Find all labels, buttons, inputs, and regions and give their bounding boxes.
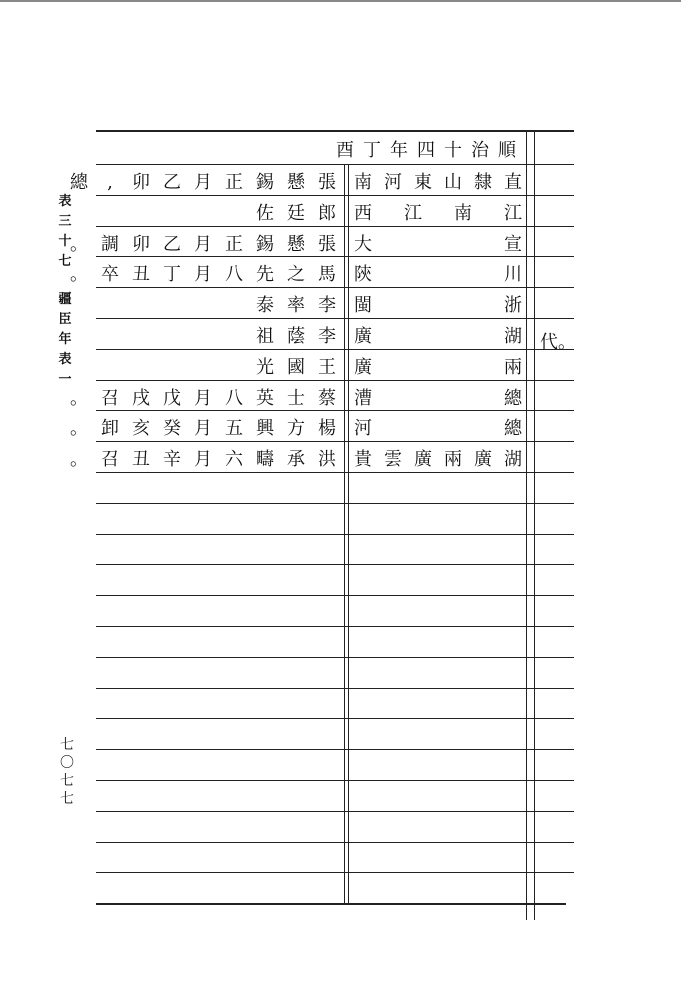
region-cell — [352, 291, 524, 321]
entry-char: 。 — [70, 234, 88, 255]
region-char: 兩 — [444, 449, 462, 470]
entry-char: 楊 — [318, 418, 336, 439]
region-char: 東 — [414, 172, 432, 193]
region-char: 閩 — [354, 295, 372, 316]
row-rule — [96, 780, 574, 781]
entry-char: 月 — [194, 172, 212, 193]
entry-char: 之 — [287, 264, 305, 285]
scan-top-edge — [0, 0, 681, 2]
region-char: 漕 — [354, 388, 372, 409]
entry-char: 國 — [287, 357, 305, 378]
entry-char: 李 — [318, 326, 336, 347]
entry-char: 興 — [256, 418, 274, 439]
entry-cell — [70, 445, 342, 475]
region-cell — [352, 414, 524, 444]
row-rule — [96, 626, 574, 627]
region-char: 湖 — [504, 449, 522, 470]
region-char: 山 — [444, 172, 462, 193]
entry-char: 丑 — [132, 449, 150, 470]
entry-char: 。 — [70, 388, 88, 409]
row-rule — [96, 657, 574, 658]
entry-char: 懸 — [287, 234, 305, 255]
entry-char: 佐 — [256, 203, 274, 224]
side-title-chars: 表 三 十 七 — [58, 194, 72, 269]
entry-char: 辛 — [163, 449, 181, 470]
row-rule — [96, 564, 574, 565]
entry-char: 召 — [101, 388, 119, 409]
region-char: 廣 — [354, 326, 372, 347]
entry-char: 丁 — [163, 264, 181, 285]
region-char: 陝 — [354, 264, 372, 285]
entry-cell — [100, 322, 342, 352]
entry-char: 懸 — [287, 172, 305, 193]
header-char: 四 — [417, 140, 435, 161]
entry-char: 總 — [70, 172, 88, 193]
row-rule — [96, 749, 574, 750]
region-char: 南 — [454, 203, 472, 224]
entry-char: 月 — [194, 449, 212, 470]
page-number — [54, 736, 80, 808]
entry-cell — [100, 353, 342, 383]
entry-char: 丑 — [132, 264, 150, 285]
entry-char: 戊 — [163, 388, 181, 409]
entry-char: 方 — [287, 418, 305, 439]
entry-char: 。 — [70, 449, 88, 470]
row-rule — [96, 503, 574, 504]
entry-char: 月 — [194, 388, 212, 409]
region-cell — [352, 230, 524, 260]
entry-char: 錫 — [256, 234, 274, 255]
region-cell — [352, 322, 524, 352]
entry-cell — [70, 230, 342, 260]
region-cell — [352, 384, 524, 414]
entry-char: 卒 — [101, 264, 119, 285]
header-year-chars — [330, 136, 526, 166]
entry-char: 光 — [256, 357, 274, 378]
region-char: 直 — [504, 172, 522, 193]
row-rule — [96, 903, 566, 905]
entry-char: 亥 — [132, 418, 150, 439]
region-char: 江 — [504, 203, 522, 224]
region-char: 湖 — [504, 326, 522, 347]
entry-char: 乙 — [163, 172, 181, 193]
region-char: 南 — [354, 172, 372, 193]
region-char: 河 — [384, 172, 402, 193]
header-char: 年 — [390, 140, 408, 161]
entry-char: 率 — [287, 295, 305, 316]
entry-char: 士 — [287, 388, 305, 409]
row-rule — [96, 534, 574, 535]
region-char: 總 — [504, 418, 522, 439]
entry-char: 乙 — [163, 234, 181, 255]
entry-char: 六 — [225, 449, 243, 470]
region-char: 河 — [354, 418, 372, 439]
header-char: 順 — [498, 140, 516, 161]
entry-cell — [100, 291, 342, 321]
entry-char: 蔭 — [287, 326, 305, 347]
entry-char: 月 — [194, 234, 212, 255]
region-char: 總 — [504, 388, 522, 409]
entry-char: 卯 — [132, 234, 150, 255]
column-divider-right-double — [534, 130, 535, 920]
side-title-chars: 疆 臣 年 表 一 — [58, 292, 72, 387]
entry-char: 月 — [194, 418, 212, 439]
entry-char: 張 — [318, 234, 336, 255]
entry-char: 祖 — [256, 326, 274, 347]
entry-char: 。 — [70, 418, 88, 439]
entry-char: 正 — [225, 172, 243, 193]
entry-char: 承 — [287, 449, 305, 470]
region-char: 雲 — [384, 449, 402, 470]
entry-char: 疇 — [256, 449, 274, 470]
header-year — [330, 136, 526, 166]
right-column-note: 代。 — [540, 332, 576, 353]
region-char: 川 — [504, 264, 522, 285]
entry-char: 八 — [225, 388, 243, 409]
region-cell — [352, 199, 524, 229]
row-rule — [96, 811, 574, 812]
header-char: 治 — [471, 140, 489, 161]
row-rule — [96, 718, 574, 719]
entry-char: 五 — [225, 418, 243, 439]
region-char: 西 — [354, 203, 372, 224]
entry-char: 癸 — [163, 418, 181, 439]
entry-char: 正 — [225, 234, 243, 255]
entry-char: 召 — [101, 449, 119, 470]
entry-cell — [70, 414, 342, 444]
row-rule — [96, 842, 574, 843]
side-title-section — [54, 290, 76, 390]
region-char: 貴 — [354, 449, 372, 470]
region-cell — [352, 445, 524, 475]
region-char: 隸 — [474, 172, 492, 193]
entry-char: 錫 — [256, 172, 274, 193]
header-char: 丁 — [363, 140, 381, 161]
column-divider-right — [526, 130, 527, 920]
entry-char: 八 — [225, 264, 243, 285]
entry-char: 廷 — [287, 203, 305, 224]
header-char: 酉 — [336, 140, 354, 161]
entry-char: 。 — [70, 264, 88, 285]
entry-char: 先 — [256, 264, 274, 285]
entry-cell — [100, 199, 342, 229]
entry-cell — [70, 168, 342, 198]
region-char: 宣 — [504, 234, 522, 255]
entry-char: 卯 — [132, 172, 150, 193]
region-cell — [352, 260, 524, 290]
entry-cell — [70, 384, 342, 414]
region-char: 廣 — [354, 357, 372, 378]
entry-char: 英 — [256, 388, 274, 409]
table-top-border — [96, 130, 574, 132]
entry-char: 王 — [318, 357, 336, 378]
page-number-chars: 七 〇 七 七 — [60, 737, 74, 807]
row-rule — [96, 688, 574, 689]
region-char: 浙 — [504, 295, 522, 316]
region-char: 兩 — [504, 357, 522, 378]
column-divider-left-double — [348, 164, 349, 904]
region-char: 江 — [404, 203, 422, 224]
entry-char: 泰 — [256, 295, 274, 316]
region-char: 廣 — [474, 449, 492, 470]
entry-char: 洪 — [318, 449, 336, 470]
entry-char: , — [107, 172, 113, 193]
entry-cell — [70, 260, 342, 290]
row-rule — [96, 872, 574, 873]
entry-char: 月 — [194, 264, 212, 285]
entry-char: 李 — [318, 295, 336, 316]
header-char: 十 — [444, 140, 462, 161]
entry-char: 蔡 — [318, 388, 336, 409]
row-rule — [96, 595, 574, 596]
region-cell — [352, 168, 524, 198]
entry-char: 戌 — [132, 388, 150, 409]
entry-char: 張 — [318, 172, 336, 193]
entry-char: 調 — [101, 234, 119, 255]
entry-char: 卸 — [101, 418, 119, 439]
region-char: 大 — [354, 234, 372, 255]
region-cell — [352, 353, 524, 383]
column-divider-left — [344, 164, 345, 904]
entry-char: 郎 — [318, 203, 336, 224]
region-char: 廣 — [414, 449, 432, 470]
entry-char: 馬 — [318, 264, 336, 285]
